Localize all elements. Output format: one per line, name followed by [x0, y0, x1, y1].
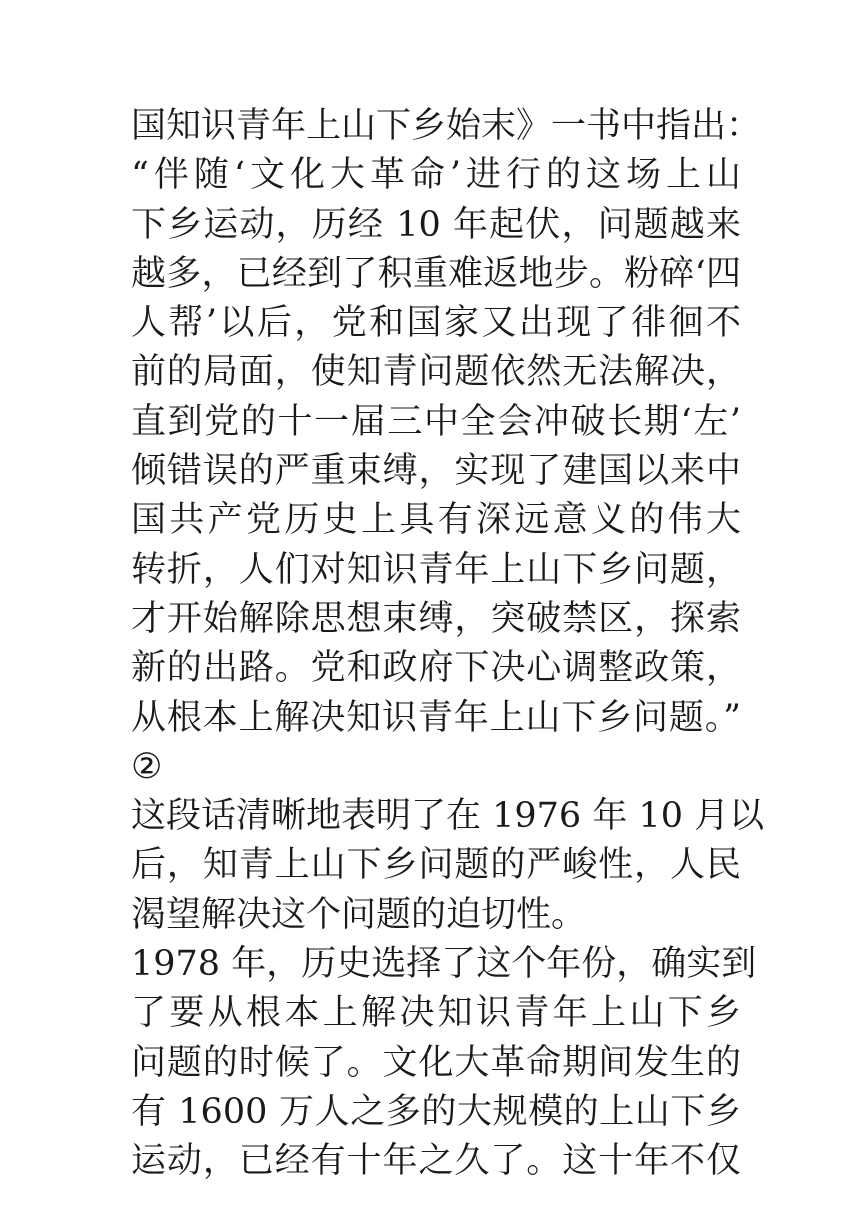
text-line: 才开始解除思想束缚，突破禁区，探索	[131, 598, 741, 639]
text-line: 运动，已经有十年之久了。这十年不仅	[131, 1141, 741, 1182]
text-line: 下乡运动，历经 10 年起伏，问题越来	[131, 204, 741, 245]
text-line: 越多，已经到了积重难返地步。粉碎‘四	[131, 253, 741, 294]
text-line: 直到党的十一届三中全会冲破长期‘左’	[131, 401, 741, 442]
text-line: 人帮’以后，党和国家又出现了徘徊不	[131, 303, 741, 344]
text-line: 这段话清晰地表明了在 1976 年 10 月以	[131, 796, 765, 837]
text-line: 了要从根本上解决知识青年上山下乡	[131, 993, 741, 1034]
footnote-marker: ②	[131, 746, 163, 787]
body-text	[131, 102, 765, 1187]
text-line: 国知识青年上山下乡始末》一书中指出：	[131, 106, 762, 146]
text-line: 国共产党历史上具有深远意义的伟大	[131, 500, 741, 541]
text-line: 后，知青上山下乡问题的严峻性，人民	[131, 845, 741, 886]
text-line: 倾错误的严重束缚，实现了建国以来中	[131, 451, 741, 492]
text-line: 新的出路。党和政府下决心调整政策，	[131, 648, 741, 689]
text-line: 转折，人们对知识青年上山下乡问题，	[131, 549, 741, 590]
text-line: “伴随‘文化大革命’进行的这场上山	[131, 155, 741, 196]
text-line: 渴望解决这个问题的迫切性。	[131, 894, 587, 935]
text-line: 有 1600 万人之多的大规模的上山下乡	[131, 1091, 741, 1132]
text-line: 从根本上解决知识青年上山下乡问题。”	[131, 697, 741, 738]
text-line: 问题的时候了。文化大革命期间发生的	[131, 1042, 741, 1083]
text-line: 前的局面，使知青问题依然无法解决，	[131, 352, 741, 393]
text-line: 1978 年，历史选择了这个年份，确实到	[131, 944, 757, 985]
